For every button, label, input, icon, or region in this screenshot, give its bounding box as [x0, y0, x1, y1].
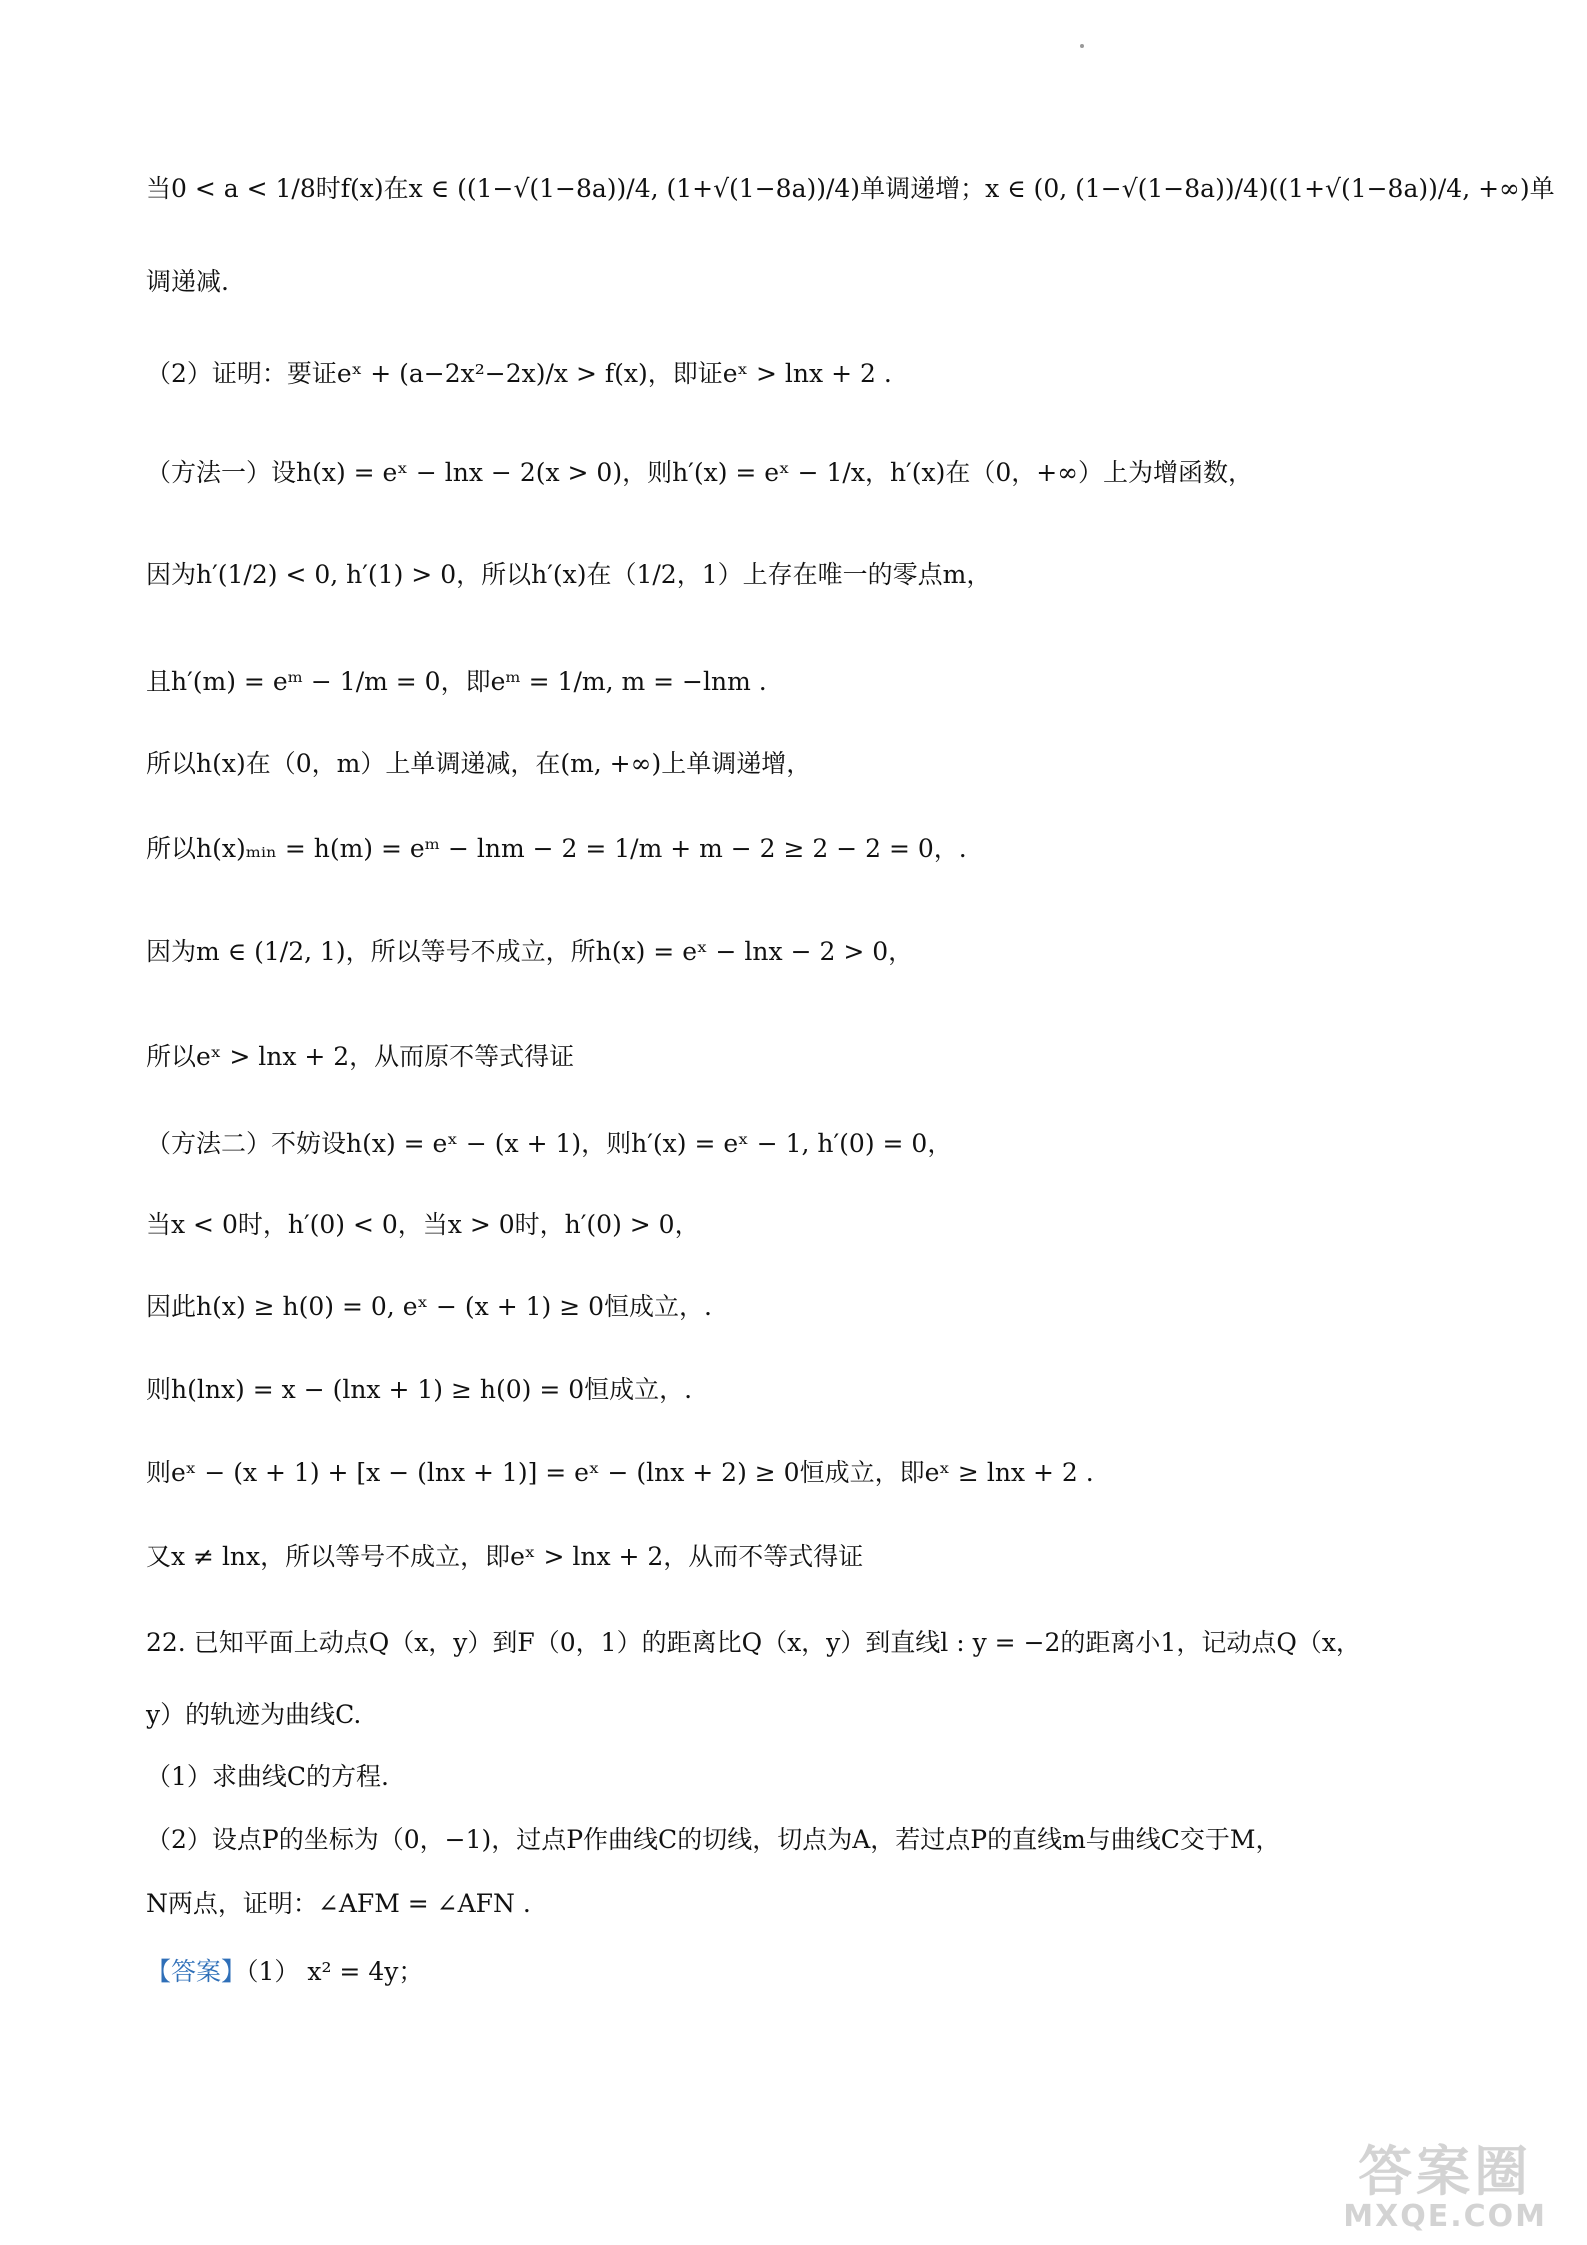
line-hm-zero: 且h′(m) = eᵐ − 1/m = 0，即eᵐ = 1/m, m = −lnm . [146, 667, 767, 696]
line-zero-point: 因为h′(1/2) < 0, h′(1) > 0，所以h′(x)在（1/2，1）上存在唯一的零点m， [146, 560, 992, 589]
answer-text: （1） x² = 4y； [246, 1957, 424, 1986]
line-decreasing: 调递减. [146, 267, 229, 296]
watermark-logo [1343, 2140, 1547, 2234]
line-h-min: 所以h(x)ₘᵢₙ = h(m) = eᵐ − lnm − 2 = 1/m + m − 2 ≥ 2 − 2 = 0，. [146, 834, 967, 863]
line-conclusion-1: 所以eˣ > lnx + 2，从而原不等式得证 [146, 1042, 575, 1071]
question-22-stem: 22. 已知平面上动点Q（x，y）到F（0，1）的距离比Q（x，y）到直线l : y = −2的距离小1，记动点Q（x， [146, 1628, 1361, 1657]
answer-line [146, 1955, 1446, 1989]
question-22-part2-cont: N两点，证明：∠AFM = ∠AFN . [146, 1889, 531, 1918]
line-monotonicity: 当0 < a < 1/8时f(x)在x ∈ ((1−√(1−8a))/4, (1+√(1−8a))/4)单调递增；x ∈ (0, (1−√(1−8a))/4)((1+√(1−8a))/4, +∞)单 [146, 174, 1555, 203]
question-22-part1: （1）求曲线C的方程. [146, 1762, 389, 1791]
line-h-ge-zero: 因此h(x) ≥ h(0) = 0, eˣ − (x + 1) ≥ 0恒成立，. [146, 1292, 712, 1321]
line-method2-def: （方法二）不妨设h(x) = eˣ − (x + 1)，则h′(x) = eˣ − 1, h′(0) = 0， [146, 1129, 953, 1158]
question-22-part2: （2）设点P的坐标为（0，−1)，过点P作曲线C的切线，切点为A，若过点P的直线m与曲线C交于M， [146, 1825, 1281, 1854]
line-h-lnx: 则h(lnx) = x − (lnx + 1) ≥ h(0) = 0恒成立，. [146, 1375, 693, 1404]
answer-label: 【答案】 [146, 1957, 247, 1986]
line-m-range: 因为m ∈ (1/2, 1)，所以等号不成立，所h(x) = eˣ − lnx − 2 > 0， [146, 937, 914, 966]
watermark-title: 答案圈 [1358, 2140, 1533, 2203]
line-combined: 则eˣ − (x + 1) + [x − (lnx + 1)] = eˣ − (lnx + 2) ≥ 0恒成立，即eˣ ≥ lnx + 2 . [146, 1458, 1094, 1487]
line-conclusion-2: 又x ≠ lnx，所以等号不成立，即eˣ > lnx + 2，从而不等式得证 [146, 1542, 864, 1571]
watermark-url: MXQE.COM [1343, 2199, 1547, 2234]
line-h-monotonic: 所以h(x)在（0，m）上单调递减，在(m, +∞)上单调递增， [146, 749, 812, 778]
question-22-stem-cont: y）的轨迹为曲线C. [146, 1700, 362, 1729]
line-sign-cases: 当x < 0时，h′(0) < 0，当x > 0时，h′(0) > 0， [146, 1210, 700, 1239]
scan-dot [1080, 44, 1084, 48]
line-method1-def: （方法一）设h(x) = eˣ − lnx − 2(x > 0)，则h′(x) = eˣ − 1/x，h′(x)在（0，+∞）上为增函数， [146, 458, 1254, 487]
line-part2-proof: （2）证明：要证eˣ + (a−2x²−2x)/x > f(x)，即证eˣ > lnx + 2 . [146, 359, 892, 388]
